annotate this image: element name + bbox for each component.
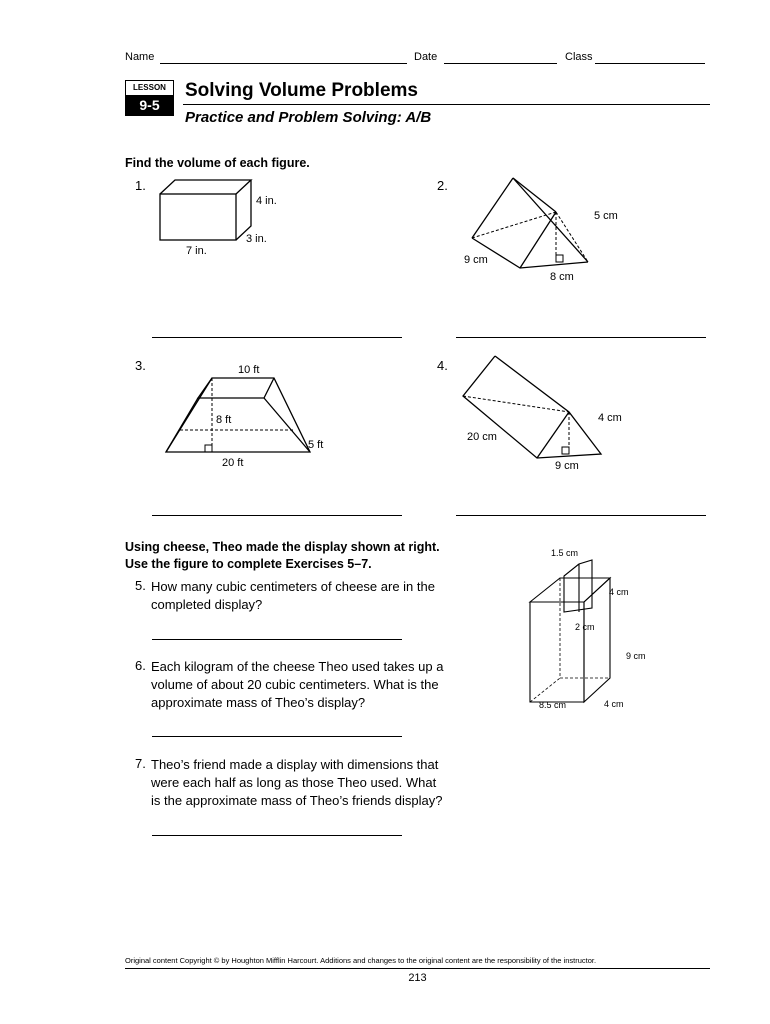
fig3-label-bottom: 20 ft: [222, 457, 244, 469]
fig4-label-base: 9 cm: [555, 460, 579, 472]
answer-line-7[interactable]: [152, 835, 402, 836]
fig1-label-height: 4 in.: [256, 195, 277, 207]
question-7-line3: is the approximate mass of Theo’s friends display?: [151, 793, 443, 808]
page-title: Solving Volume Problems: [185, 80, 418, 101]
date-field[interactable]: [444, 63, 557, 64]
page-subtitle: Practice and Problem Solving: A/B: [185, 109, 432, 126]
question-7-line1: Theo’s friend made a display with dimensions that: [151, 757, 439, 772]
figure-3-trapezoidal-prism: [160, 360, 360, 472]
fig2-label-height: 5 cm: [594, 210, 618, 222]
fig1-label-depth: 3 in.: [246, 233, 267, 245]
cheese-label-bottom-4cm: 4 cm: [604, 699, 624, 709]
fig2-label-length: 9 cm: [464, 254, 488, 266]
name-field[interactable]: [160, 63, 407, 64]
section1-instruction: Find the volume of each figure.: [125, 156, 310, 170]
fig1-label-length: 7 in.: [186, 245, 207, 257]
section2-instruction-line1: Using cheese, Theo made the display shown at right.: [125, 540, 440, 554]
date-label: Date: [414, 51, 438, 63]
title-rule: [183, 104, 710, 105]
cheese-label-8-5cm: 8.5 cm: [539, 700, 567, 710]
section2-instruction-line2: Use the figure to complete Exercises 5–7.: [125, 557, 372, 571]
answer-line-6[interactable]: [152, 736, 402, 737]
lesson-badge: [125, 80, 174, 116]
question-6-number: 6.: [135, 658, 146, 673]
cheese-label-9cm: 9 cm: [626, 651, 646, 661]
question-7-number: 7.: [135, 756, 146, 771]
footer-copyright: Original content Copyright © by Houghton Mifflin Harcourt. Additions and changes to the original content are the responsibility of the instructor.: [125, 956, 597, 965]
page-number: 213: [408, 972, 427, 984]
name-label: Name: [125, 51, 155, 63]
cheese-label-2cm: 2 cm: [575, 622, 595, 632]
answer-line-5[interactable]: [152, 639, 402, 640]
fig3-label-depth: 5 ft: [308, 439, 324, 451]
question-5-line2: completed display?: [151, 597, 263, 612]
figure-1-rectangular-prism: [150, 172, 290, 262]
question-6-line3: approximate mass of Theo’s display?: [151, 695, 366, 710]
problem-1-number: 1.: [135, 178, 146, 193]
cheese-label-top-4cm: 4 cm: [609, 587, 629, 597]
lesson-word: LESSON: [126, 81, 173, 95]
problem-3-number: 3.: [135, 358, 146, 373]
class-field[interactable]: [595, 63, 705, 64]
lesson-number: 9-5: [139, 97, 160, 113]
question-7-line2: were each half as long as those Theo used. What: [151, 775, 437, 790]
question-5-line1: How many cubic centimeters of cheese are in the: [151, 579, 435, 594]
problem-2-number: 2.: [437, 178, 448, 193]
answer-line-3[interactable]: [152, 515, 402, 516]
fig3-label-top: 10 ft: [238, 364, 260, 376]
figure-2-triangular-prism: [460, 172, 630, 284]
answer-line-4[interactable]: [456, 515, 706, 516]
answer-line-2[interactable]: [456, 337, 706, 338]
question-6-line1: Each kilogram of the cheese Theo used takes up a: [151, 659, 444, 674]
class-label: Class: [565, 51, 593, 63]
fig4-label-length: 20 cm: [467, 431, 497, 443]
question-5-number: 5.: [135, 578, 146, 593]
fig2-label-base: 8 cm: [550, 271, 574, 283]
figure-4-triangular-prism: [455, 350, 635, 475]
footer-rule: [125, 968, 710, 969]
answer-line-1[interactable]: [152, 337, 402, 338]
fig3-label-height: 8 ft: [216, 414, 232, 426]
cheese-label-1-5cm: 1.5 cm: [551, 548, 579, 558]
figure-cheese-display: [520, 540, 670, 715]
problem-4-number: 4.: [437, 358, 448, 373]
question-6-line2: volume of about 20 cubic centimeters. What is the: [151, 677, 439, 692]
fig4-label-height: 4 cm: [598, 412, 622, 424]
